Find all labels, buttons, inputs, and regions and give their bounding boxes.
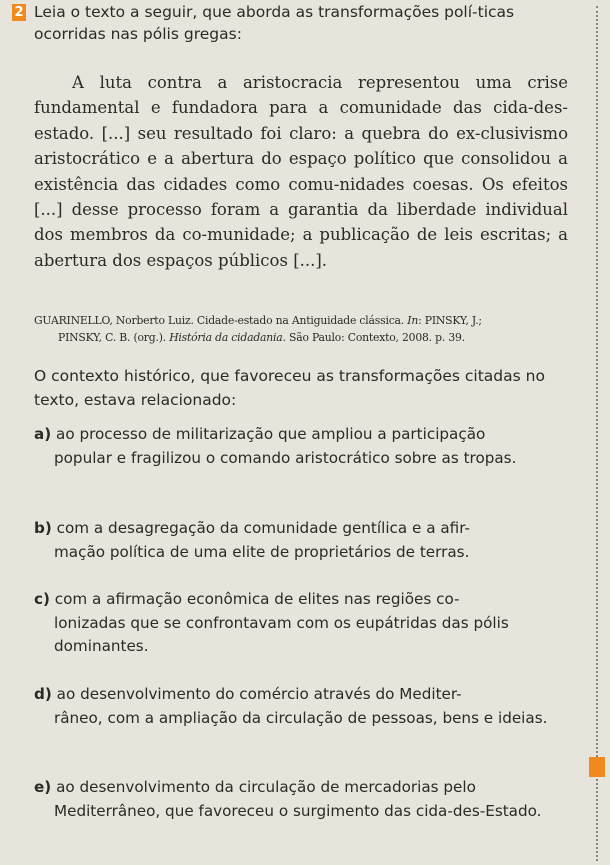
option-text: com a afirmação econômica de elites nas regiões co- <box>54 590 460 608</box>
page-margin-dotted-line <box>596 6 598 861</box>
option-letter: a) <box>34 425 52 443</box>
option-text-cont: popular e fragilizou o comando aristocrático sobre as tropas. <box>54 448 517 467</box>
margin-tab-marker <box>589 757 605 777</box>
option-letter: b) <box>34 519 52 537</box>
question-number: 2 <box>12 4 26 21</box>
quoted-text: A luta contra a aristocracia representou uma crise fundamental e fundadora para a comunidade das cida-des-estado. [...] seu resultado foi claro: a quebra do ex-clusivismo aristocrático e a abertura do espaço político que consolidou a existência das cidades como comu-nidades coesas. Os efeitos [...] desse processo foram a garantia da liberdade individual dos membros da co-munidade; a publicação de leis escritas; a abertura dos espaços públicos [...]. <box>34 73 568 270</box>
option-text: com a desagregação da comunidade gentílica e a afir- <box>56 519 470 537</box>
question-stem: O contexto histórico, que favoreceu as transformações citadas no texto, estava relacionado: <box>34 367 545 409</box>
option-text-cont: mação política de uma elite de proprietários de terras. <box>54 542 470 561</box>
citation-publisher: . São Paulo: Contexto, 2008. p. 39. <box>282 331 465 344</box>
citation-author: GUARINELLO, Norberto Luiz. Cidade-estado na Antiguidade clássica. <box>34 314 408 327</box>
option-d[interactable] <box>34 683 568 730</box>
option-a[interactable] <box>34 423 568 470</box>
question-intro: Leia o texto a seguir, que aborda as transformações polí-ticas ocorridas nas pólis gregas: <box>34 3 515 43</box>
citation-editor: : PINSKY, J.; <box>418 314 482 327</box>
option-c[interactable] <box>34 588 568 659</box>
option-letter: c) <box>34 590 50 608</box>
citation-in: In <box>407 314 419 327</box>
citation <box>34 312 574 346</box>
option-text-cont: Mediterrâneo, que favoreceu o surgimento das cida-des-Estado. <box>54 801 542 820</box>
option-letter: d) <box>34 685 52 703</box>
option-text-cont: lonizadas que se confrontavam com os eupátridas das pólis dominantes. <box>54 613 509 655</box>
citation-org: PINSKY, C. B. (org.). <box>58 331 170 344</box>
option-e[interactable] <box>34 776 568 823</box>
option-text: ao processo de militarização que ampliou a participação <box>56 425 486 443</box>
citation-book-title: História da cidadania <box>169 331 283 344</box>
option-text-cont: râneo, com a ampliação da circulação de pessoas, bens e ideias. <box>54 708 548 727</box>
option-text: ao desenvolvimento do comércio através do Mediter- <box>56 685 462 703</box>
option-letter: e) <box>34 778 52 796</box>
option-b[interactable] <box>34 517 568 564</box>
option-text: ao desenvolvimento da circulação de mercadorias pelo <box>56 778 476 796</box>
citation-line-2 <box>34 329 574 346</box>
citation-line-1 <box>34 312 574 329</box>
